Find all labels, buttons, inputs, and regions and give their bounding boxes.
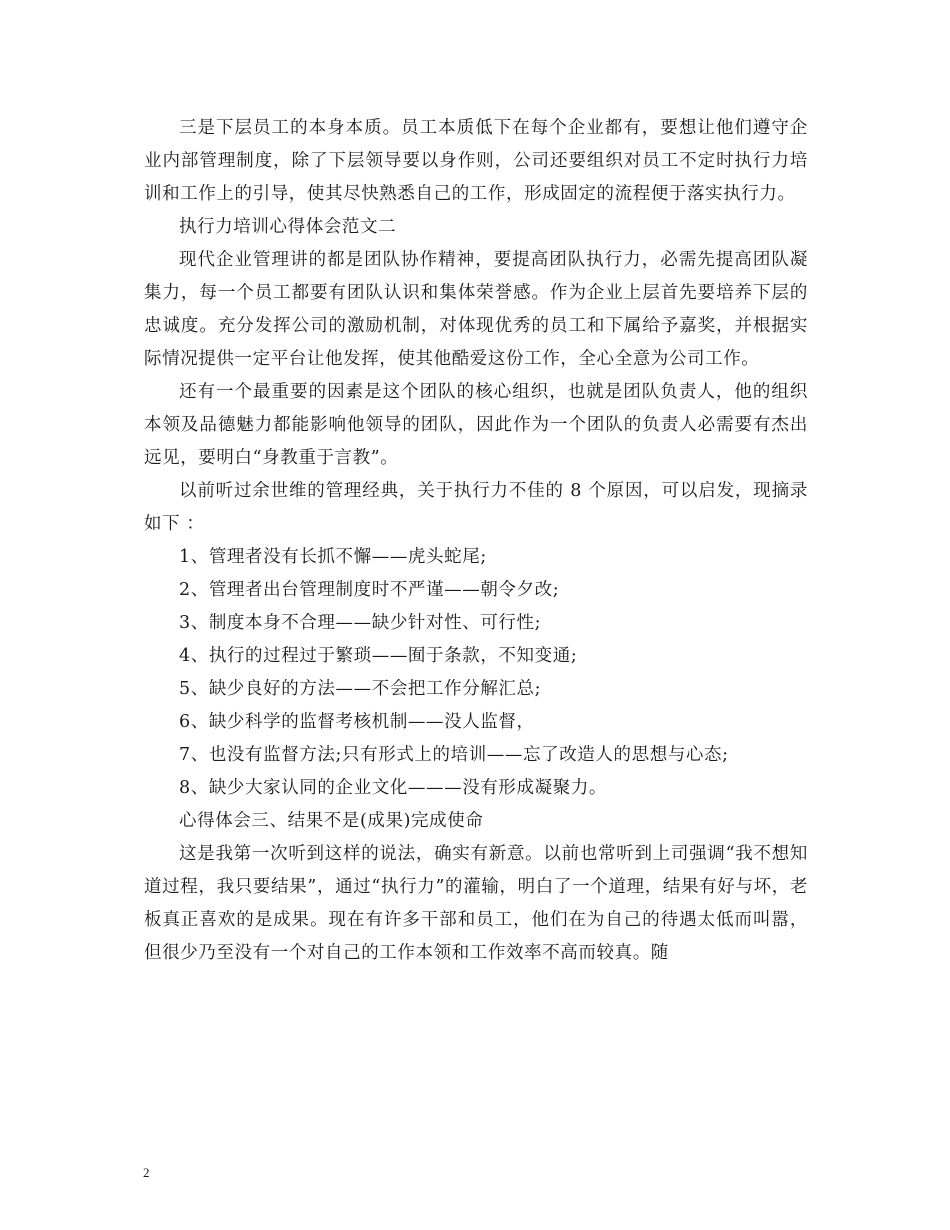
paragraph: 现代企业管理讲的都是团队协作精神，要提高团队执行力，必需先提高团队凝集力，每一个员工都要有团队认识和集体荣誉感。作为企业上层首先要培养下层的忠诚度。充分发挥公司的激励机制，对体现优秀的员工和下属给予嘉奖，并根据实际情况提供一定平台让他发挥，使其他酷爱这份工作，全心全意为公司工作。 xyxy=(144,250,808,369)
paragraph: 这是我第一次听到这样的说法，确实有新意。以前也常听到上司强调“我不想知道过程，我只要结果”，通过“执行力”的灌输，明白了一个道理，结果有好与坏，老板真正喜欢的是成果。现在有许多干部和员工，他们在为自己的待遇太低而叫嚣，但很少乃至没有一个对自己的工作本领和工作效率不高而较真。随 xyxy=(144,844,808,963)
list-item: 4、执行的过程过于繁琐——囿于条款，不知变通; xyxy=(179,646,578,666)
section-heading: 执行力培训心得体会范文二 xyxy=(179,217,397,237)
list-item: 6、缺少科学的监督考核机制——没人监督， xyxy=(179,712,535,732)
list-item: 3、制度本身不合理——缺少针对性、可行性; xyxy=(179,613,542,633)
paragraph: 三是下层员工的本身本质。员工本质低下在每个企业都有，要想让他们遵守企业内部管理制度，除了下层领导要以身作则，公司还要组织对员工不定时执行力培训和工作上的引导，使其尽快熟悉自己的工作，形成固定的流程便于落实执行力。 xyxy=(144,118,808,204)
list-item: 5、缺少良好的方法——不会把工作分解汇总; xyxy=(179,679,542,699)
document-body xyxy=(144,112,808,970)
list-item: 8、缺少大家认同的企业文化———没有形成凝聚力。 xyxy=(179,778,608,798)
paragraph: 还有一个最重要的因素是这个团队的核心组织，也就是团队负责人，他的组织本领及品德魅力都能影响他领导的团队，因此作为一个团队的负责人必需要有杰出远见，要明白“身教重于言教”。 xyxy=(144,382,808,468)
list-item: 7、也没有监督方法;只有形式上的培训——忘了改造人的思想与心态; xyxy=(179,745,729,765)
page-number: 2 xyxy=(143,1165,150,1180)
section-heading: 心得体会三、结果不是(成果)完成使命 xyxy=(179,811,484,831)
list-item: 1、管理者没有长抓不懈——虎头蛇尾; xyxy=(179,547,487,567)
paragraph: 以前听过余世维的管理经典，关于执行力不佳的 8 个原因，可以启发，现摘录如下 ： xyxy=(144,481,808,534)
list-item: 2、管理者出台管理制度时不严谨——朝令夕改; xyxy=(179,580,560,600)
